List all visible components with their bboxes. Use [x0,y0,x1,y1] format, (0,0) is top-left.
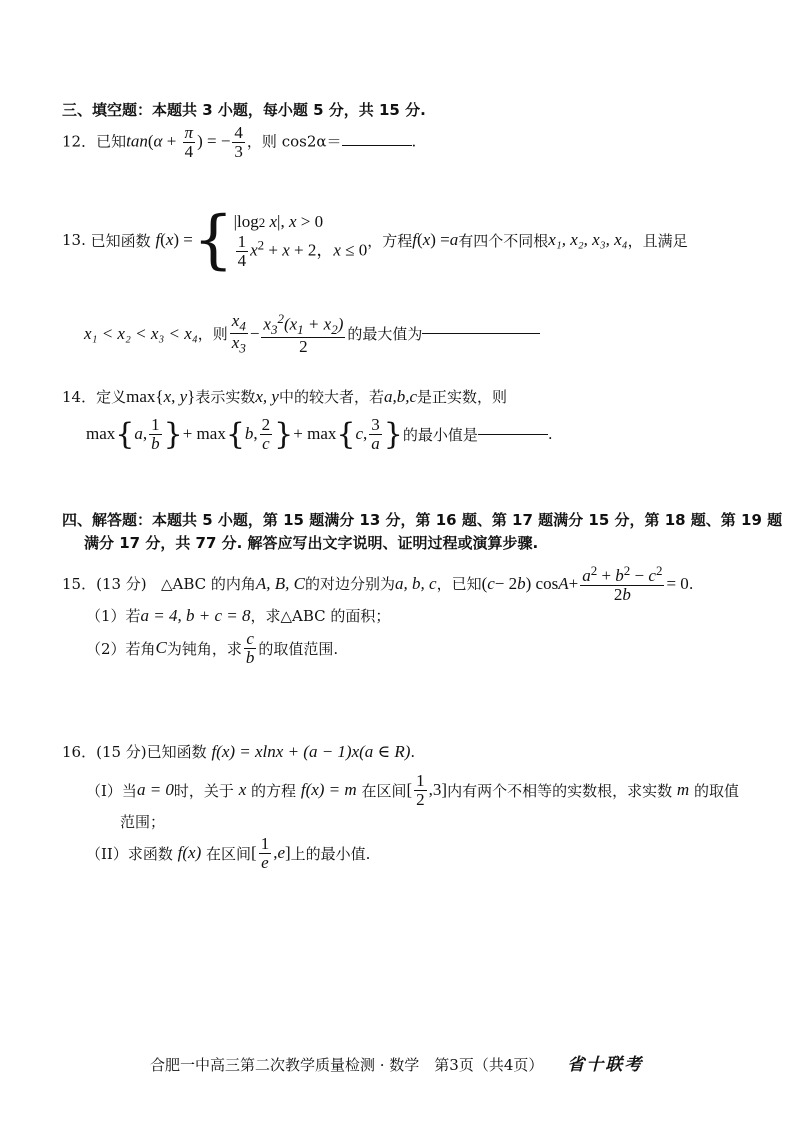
q14-text-4: 是正实数，则 [417,388,508,406]
q12-text-2: ，则 cos2α＝ [246,132,342,151]
q13-order: x₁ < x₂ < x₃ < x₄ [84,323,198,343]
q13-text-2: ，方程 [367,231,413,250]
q15-text-1: △ABC 的内角 [160,575,256,594]
q12-text-1: 已知 [96,132,127,151]
section-3-heading: 三、填空题：本题共 3 小题，每小题 5 分，共 15 分. [62,101,426,119]
q16-number: 16．(15 分)已知函数 [62,743,207,761]
question-16: 16．(15 分)已知函数 f(x) = xlnx + (a − 1)x(a ∈ R). [62,742,416,761]
question-15: 15．(13 分) △ABC 的内角 A, B, C 的对边分别为 a, b, c ，已知 ( c − 2 b ) cos A + $\frac{a^2 + b^2 - c^2}{2b}$ = 0 . [62,563,694,604]
question-15-part-2: （2）若角 C 为钝角，求 $\frac{c}{b}$ 的取值范围. [86,629,339,667]
q14-answer-blank [478,434,548,435]
q14-number: 14． [62,388,97,406]
footer-text: 合肥一中高三第二次教学质量检测 · 数学 第3页（共4页） [150,1056,544,1074]
q13-text-1: 已知函数 [90,231,151,250]
q16-function: f(x) = xlnx + (a − 1)x(a ∈ R) [211,742,411,761]
q15-text-2: 的对边分别为 [305,575,396,594]
q13-text-5: ，则 [197,325,228,344]
page-footer [150,1050,643,1075]
q13-roots: x₁, x₂, x₃, x₄ [548,230,628,249]
q13-piecewise-brace: { [192,203,234,277]
question-14-line-2: max { a , $\frac{1}{b}$ } + max { b , $\frac{2}{c}$ } + max { c , $\frac{3}{a}$ } 的最小值是 . [86,415,553,453]
q13-answer-blank [422,333,540,334]
footer-stamp: 省十联考 [567,1055,644,1075]
q15-number: 15．(13 分) [62,575,147,594]
section-4-heading-line-1: 四、解答题：本题共 5 小题，第 15 题满分 13 分，第 16 题、第 17 题满分 15 分，第 18 题、第 19 题 [62,511,783,529]
q14-text-5: 的最小值是 [402,425,478,444]
question-13: 13. 已知函数 f ( x ) = { |log2 x|, x > 0 $\frac{1}{4}$ $x^2 + x + 2$，x ≤ 0 ，方程 f ( x ) = a 有四个不同根 x₁, x₂, x₃, x₄ ，且满足 [62,203,688,277]
q13-piecewise-function: |log2 x|, x > 0 $\frac{1}{4}$ $x^2 + x + 2$，x ≤ 0 [233,211,368,270]
question-14: 14．定义max{x, y}表示实数x, y中的较大者，若a,b,c是正实数，则 [62,387,508,406]
section-4-heading-line-2: 满分 17 分，共 77 分. 解答应写出文字说明、证明过程或演算步骤. [84,534,539,552]
question-13-line-2: x₁ < x₂ < x₃ < x₄ ，则 $\frac{x_4}{x_3}$ − $\frac{x_3^2(x_1 + x_2)}{2}$ 的最大值为 [84,312,540,356]
question-16-part-2: （II）求函数 f(x) 在区间 [ $\frac{1}{e}$ , e ] 上的最小值. [86,834,371,872]
question-12: 12．已知tan(α + $\frac{\pi}{4}$ ) = − $\frac{4}{3}$ ，则 cos2α＝ . [62,123,417,161]
q12-answer-blank [342,145,412,146]
q15-text-3: ，已知 [436,575,482,594]
q13-number: 13. [62,231,86,249]
q14-text-3: 中的较大者，若 [278,388,384,406]
q12-number: 12． [62,132,97,151]
q13-text-6: 的最大值为 [347,325,423,344]
q15-part-1-conditions: a = 4, b + c = 8 [140,606,251,625]
question-16-part-1: （I）当 a = 0 时，关于 x 的方程 f(x) = m 在区间 [ $\frac{1}{2}$ ,3] 内有两个不相等的实数根，求实数 m 的取值 [86,771,739,809]
question-16-part-1-cont: 范围； [120,813,166,831]
question-15-part-1: （1）若a = 4, b + c = 8，求△ABC 的面积； [86,606,391,625]
q13-text-4: ，且满足 [627,231,688,250]
q13-text-3: 有四个不同根 [458,231,549,250]
q14-text-1: 定义 [96,388,127,406]
q14-text-2: 表示实数 [195,388,256,406]
